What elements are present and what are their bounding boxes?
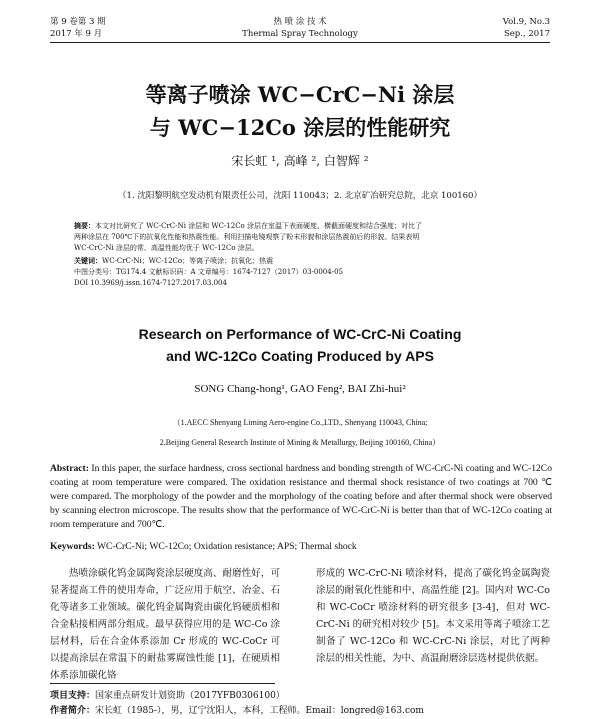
abstract-cn: 摘要：本文对比研究了 WC-CrC-Ni 涂层和 WC-12Co 涂层在室温下表面硬度、横截面硬度和结合强度；对比了 两种涂层在 700℃下的抗氧化性能和热震性能。利用扫描电镜观察了粉末形貌和涂层热震前后的形貌。结果表明 WC-CrC-Ni 涂层的常、高温性能均优于 WC-12Co 涂层。 关键词：WC-CrC-Ni；WC-12Co；等离子喷涂；抗氧化；热震 中图分类号：TG174.4 文献标识码：A 文章编号：1674-7127（2017）03-0004-05 DOI 10.3969/j.issn.1674-7127.2017.03.004 [74, 220, 542, 289]
intro-paragraph: 热喷涂碳化钨金属陶瓷涂层硬度高、耐磨性好，可显著提高工件的使用寿命，广泛应用于航空、冶金、石化等诸多工业领域。碳化钨金属陶瓷由碳化钨硬质相和合金粘接相两部分组成。最早获得应用的是 WC-Co 涂层材料，后在合金体系添加 Cr 形成的 WC-CoCr 可以提高涂层在常温下的耐盐雾腐蚀性能 [1]，在硬质相体系添加碳化铬 [50, 568, 280, 681]
running-header [50, 16, 550, 43]
authors-en: SONG Chang-hong¹, GAO Feng², BAI Zhi-hui² [194, 383, 406, 395]
abstract-cn-label: 摘要： [74, 221, 95, 230]
journal-name: 热 喷 涂 技 术 Thermal Spray Technology [242, 17, 358, 39]
doi: DOI 10.3969/j.issn.1674-7127.2017.03.004 [74, 279, 227, 288]
authors-cn: 宋长虹 ¹, 高峰 ², 白智辉 ² [231, 154, 369, 168]
keywords-en: WC-CrC-Ni; WC-12Co; Oxidation resistance; APS; Thermal shock [97, 541, 357, 552]
keywords-en-label: Keywords: [50, 541, 95, 552]
classification-line: 中图分类号：TG174.4 文献标识码：A 文章编号：1674-7127（2017）03-0004-05 [74, 267, 343, 276]
paper-title-cn: 等离子喷涂 WC−CrC−Ni 涂层 与 WC−12Co 涂层的性能研究 [145, 82, 455, 140]
keywords-cn: WC-CrC-Ni；WC-12Co；等离子喷涂；抗氧化；热震 [102, 256, 274, 265]
abstract-en: Abstract: In this paper, the surface hardness, cross sectional hardness and bonding strength of WC-CrC-Ni coating and WC-12Co coating at room temperature were compared. The oxidation resistance and thermal shock resistance of two coatings at 700 ℃ were compared. The morphology of the powder and the morphology of the coating before and after thermal shock were observed by scanning electron microscope. The results show that the performance of WC-CrC-Ni is better than that of WC-12Co coating at room temperature and 700℃. [50, 463, 552, 531]
body-column-right [316, 565, 550, 667]
volume-info: Vol.9, No.3 Sep., 2017 [502, 17, 550, 39]
intro-paragraph-continued: 形成的 WC-CrC-Ni 喷涂材料，提高了碳化钨金属陶瓷涂层的耐氧化性能和中、高温性能 [2]。国内对 WC-Co 和 WC-CoCr 喷涂材料的研究很多 [3-4]，但对 WC-CrC-Ni 的研究相对较少 [5]。本文采用等离子喷涂工艺制备了 WC-12Co 和 WC-CrC-Ni 涂层，对比了两种涂层的相关性能，为中、高温耐磨涂层选材提供依据。 [316, 568, 550, 664]
author-bio-text: 宋长虹（1985-），男，辽宁沈阳人，本科，工程师。Email：longred@163.com [95, 706, 424, 716]
author-bio-label: 作者简介： [50, 706, 96, 716]
journal-issue: 第 9 卷第 3 期 2017 年 9 月 [50, 17, 106, 39]
paper-title-en: Research on Performance of WC-CrC-Ni Coating and WC-12Co Coating Produced by APS [138, 326, 462, 364]
affiliations-en: （1.AECC Shenyang Liming Aero-engine Co.,LTD., Shenyang 110043, China; 2.Beijing General Research Institute of Mining & Metallurgy, Beijing 100160, China） [159, 418, 441, 447]
footnote [50, 689, 552, 719]
funding-label: 项目支持： [50, 691, 96, 701]
funding-text: 国家重点研发计划资助（2017YFB0306100） [95, 691, 285, 701]
footnote-divider [50, 683, 275, 684]
body-column-left [50, 565, 280, 684]
keywords-en-line [50, 541, 552, 552]
keywords-cn-label: 关键词： [74, 255, 102, 265]
affiliations-cn: （1. 沈阳黎明航空发动机有限责任公司，沈阳 110043；2. 北京矿冶研究总院，北京 100160） [118, 191, 482, 201]
abstract-en-label: Abstract: [50, 463, 89, 474]
